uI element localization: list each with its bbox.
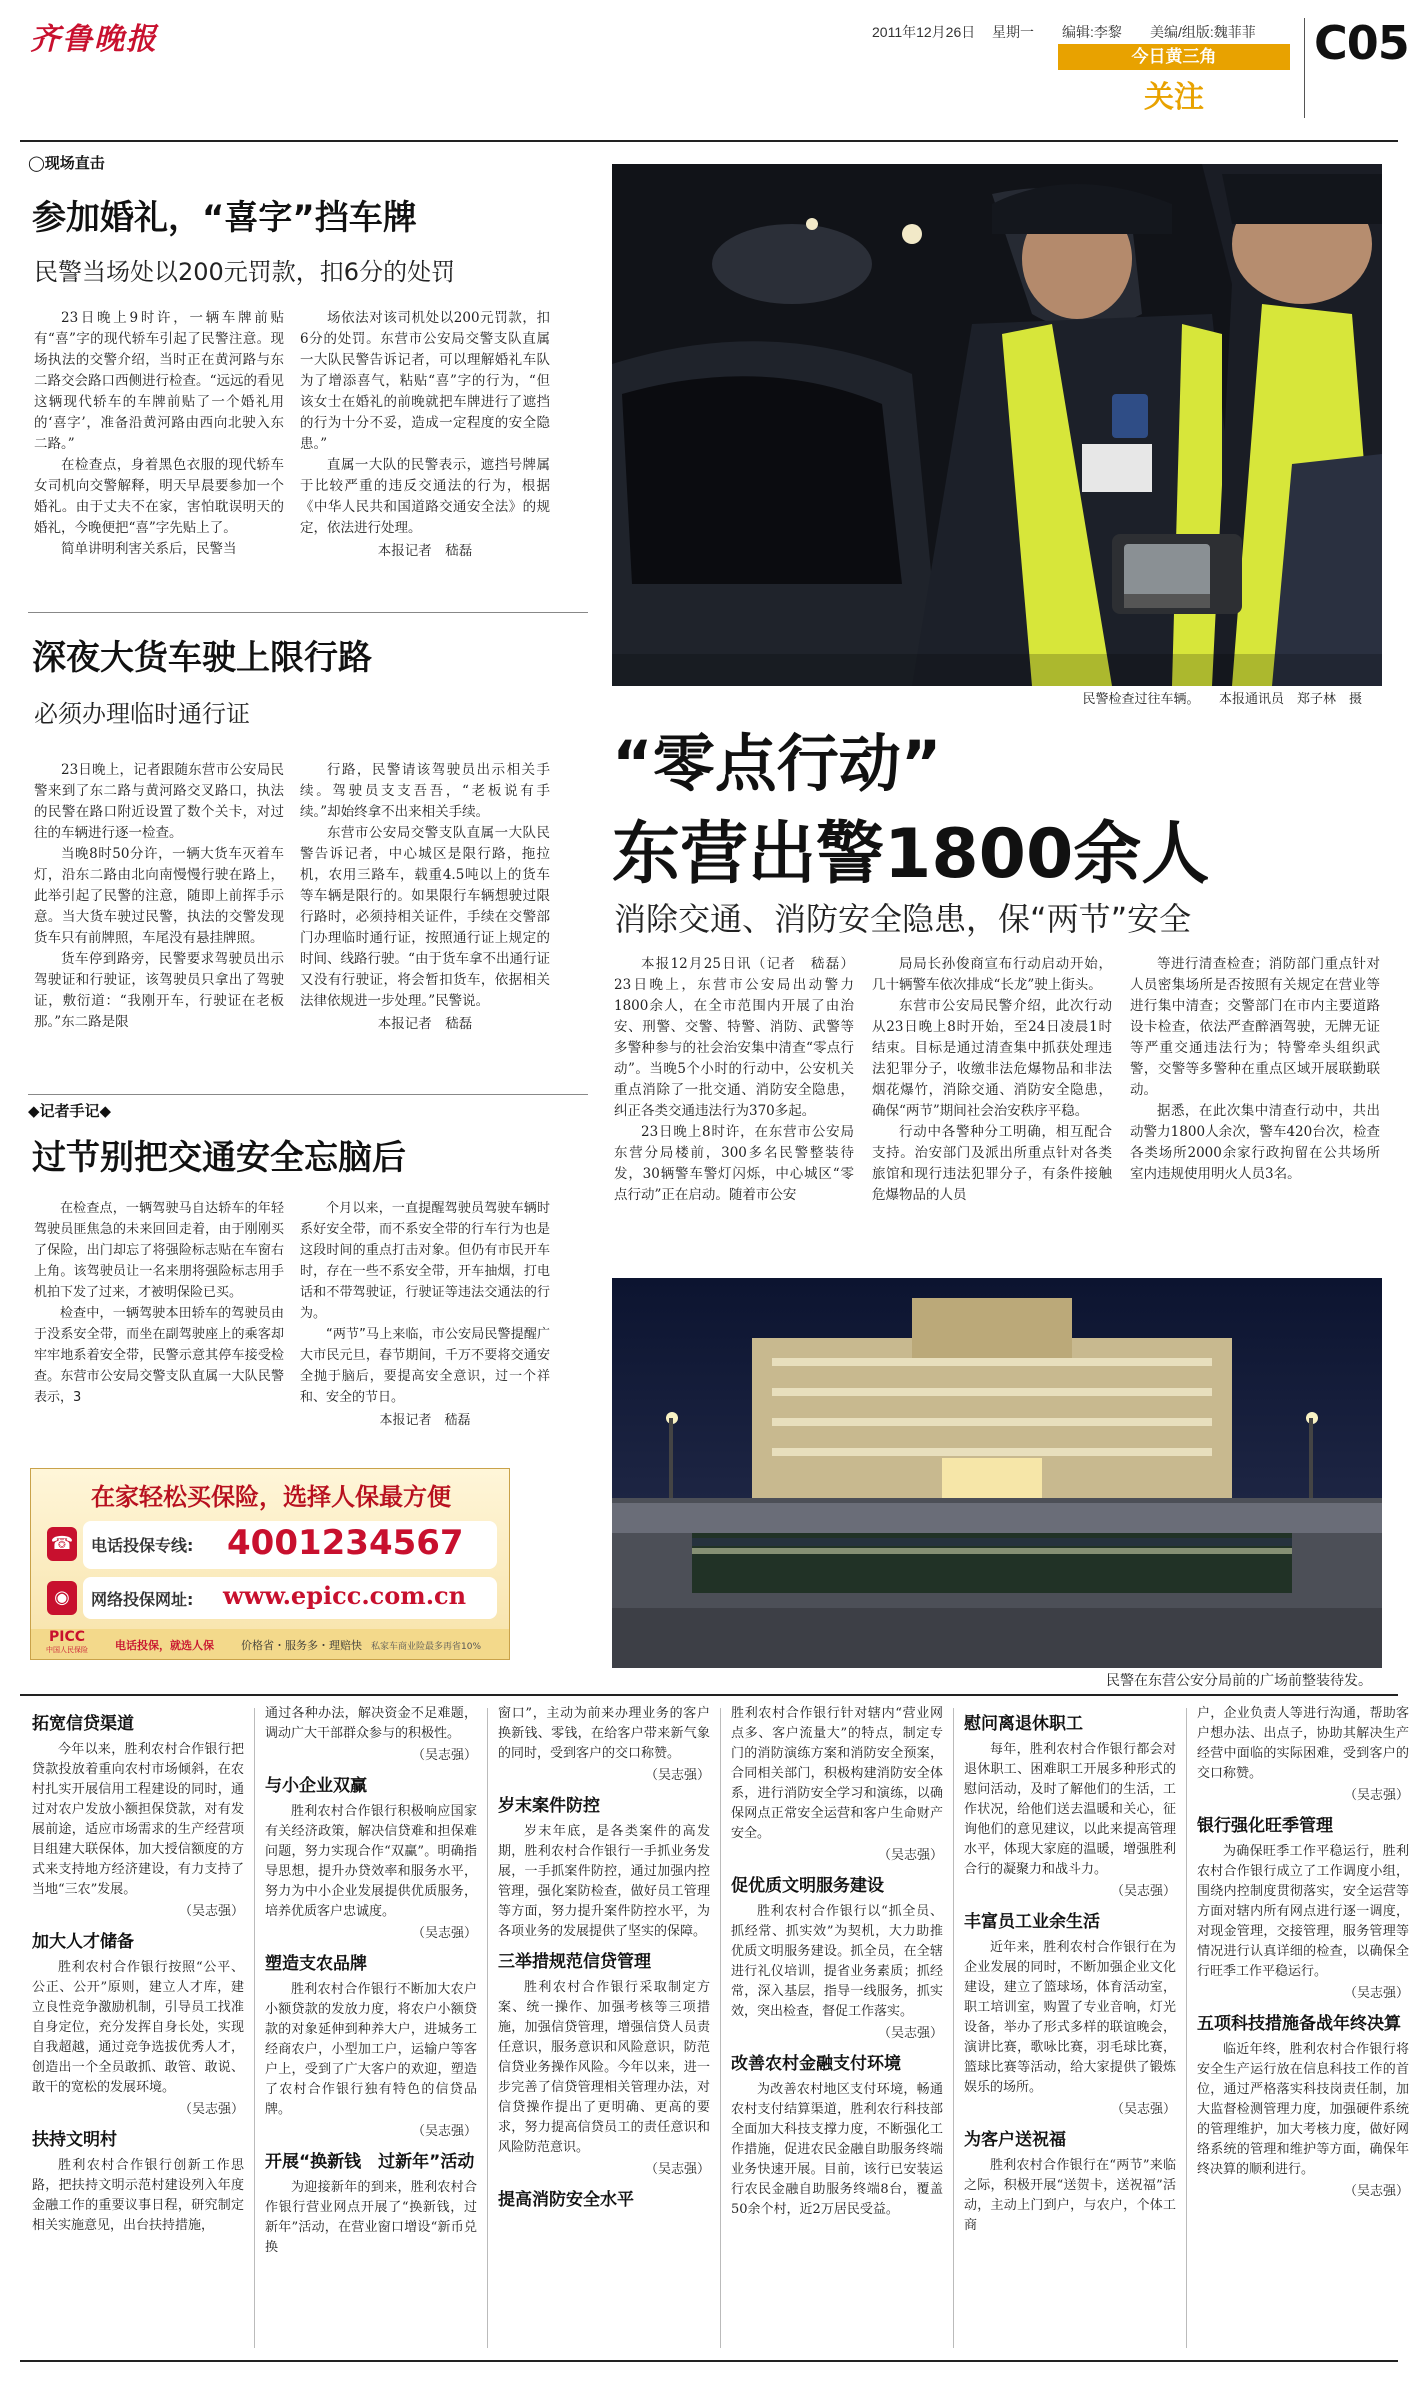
paragraph: 近年来，胜利农村合作银行在为企业发展的同时，不断加强企业文化建设，建立了篮球场，体育活动室，职工培训室，购置了专业音响，灯光设备，举办了形式多样的联谊晚会，演讲比赛，歌咏比赛，羽毛球比赛，篮球比赛等活动，给大家提供了锻炼娱乐的场所。 xyxy=(964,1940,1176,2095)
bottom-band xyxy=(20,1700,1409,2350)
story2-col1 xyxy=(34,760,284,1088)
story3-kicker: ◆记者手记◆ xyxy=(28,1102,112,1120)
story1-subtitle: 民警当场处以200元罚款，扣6分的处罚 xyxy=(34,258,456,286)
masthead-divider xyxy=(1304,18,1305,118)
story3-col1 xyxy=(34,1198,284,1448)
paragraph: 胜利农村合作银行按照“公平、公正、公开”原则，建立人才库，建立良性竞争激励机制，引导员工找准自身定位，充分发挥自身长处，实现自我超越，通过竞争选拔优秀人才，创造出一个全员敢抓、敢管、敢说、敢干的宽松的发展环境。 xyxy=(32,1960,244,2095)
brief-title: 为客户送祝福 xyxy=(964,2130,1066,2150)
masthead-editor: 编辑:李黎 xyxy=(1062,24,1122,40)
lead-photo2-caption: 民警在东营公安分局前的广场前整装待发。 xyxy=(1106,1673,1372,1689)
paragraph: 岁末年底，是各类案件的高发期，胜利农村合作银行一手抓业务发展，一手抓案件防控，通过加强内控管理，强化案防检查，做好员工管理等方面，努力提升案件防控水平，为各项业务的发展提供了坚实的保障。 xyxy=(498,1824,710,1939)
story1-title: 参加婚礼，“喜字”挡车牌 xyxy=(32,198,417,238)
paragraph: 胜利农村合作银行创新工作思路，把扶持文明示范村建设列入年度金融工作的重要议事日程，研究制定相关实施意见，出台扶持措施， xyxy=(32,2158,244,2233)
paragraph: 行路，民警请该驾驶员出示相关手续。驾驶员支支吾吾，“老板说有手续。”却始终拿不出来相关手续。 xyxy=(300,762,550,820)
byline: （吴志强） xyxy=(178,2102,244,2117)
paragraph: 为改善农村地区支付环境，畅通农村支付结算渠道，胜利农行科技部全面加大科技支撑力度，不断强化工作措施，促进农民金融自助服务终端业务快速开展。目前，该行已安装运行农民金融自助服务终端8台，覆盖50余个村，近2万居民受益。 xyxy=(731,2082,943,2217)
lead-photo1-caption: 民警检查过往车辆。 本报通讯员 郑子林 摄 xyxy=(1082,692,1362,707)
section-tag: 今日黄三角 xyxy=(1058,44,1290,70)
divider xyxy=(28,612,588,613)
photo-illustration xyxy=(612,164,1382,686)
byline: （吴志强） xyxy=(1343,1986,1409,2001)
paragraph: 23日晚上，记者跟随东营市公安局民警来到了东二路与黄河路交叉路口，执法的民警在路口附近设置了数个关卡，对过往的车辆进行逐一检查。 xyxy=(34,762,284,841)
brief-title: 慰问离退休职工 xyxy=(964,1714,1083,1734)
paper-name-logo: 齐鲁晚报 xyxy=(30,22,158,57)
paragraph: 胜利农村合作银行以“抓全员、抓经常、抓实效”为契机，大力助推优质文明服务建设。抓全员，在全辖进行礼仪培训，提省业务素质；抓经常，深入基层，指导一线服务，抓实效，突出检查，督促工作落实。 xyxy=(731,1904,943,2019)
paragraph: “两节”马上来临，市公安局民警提醒广大市民元旦，春节期间，千万不要将交通安全抛于脑后，要提高安全意识，过一个祥和、安全的节日。 xyxy=(300,1327,550,1405)
paragraph: 货车停到路旁，民警要求驾驶员出示驾驶证和行驶证，该驾驶员只拿出了驾驶证，敷衍道：“我刚开车，行驶证在老板那。”东二路是限 xyxy=(34,951,284,1030)
globe-icon: ◉ xyxy=(47,1581,77,1615)
paragraph: 个月以来，一直提醒驾驶员驾驶车辆时系好安全带，而不系安全带的行车行为也是这段时间的重点打击对象。但仍有市民开车时，存在一些不系安全带，开车抽烟，打电话和不带驾驶证，行驶证等违法交通法的行为。 xyxy=(300,1201,550,1321)
paragraph: 本报12月25日讯（记者 嵇磊）23日晚上，东营市公安局出动警力1800余人，在全市范围内开展了由治安、刑警、交警、特警、消防、武警等多警种参与的社会治安集中清查“零点行动”。当晚5个小时的行动中，公安机关重点消除了一批交通、消防安全隐患，纠正各类交通违法行为370多起。 xyxy=(614,956,854,1119)
lead-col2 xyxy=(872,954,1112,1254)
paragraph: 今年以来，胜利农村合作银行把贷款投放着重向农村市场倾斜，在农村扎实开展信用工程建设的同时，通过对农户发放小额担保贷款，对有发展前途，适应市场需求的生产经营项目组建大联保体，加大授信额度的方式来支持地方经济建设，有力支持了当地“三农”发展。 xyxy=(32,1742,244,1897)
brief-title: 加大人才储备 xyxy=(32,1932,134,1952)
paragraph: 胜利农村合作银行不断加大农户小额贷款的发放力度，将农户小额贷款的对象延伸到种养大户，进城务工经商农户，小型加工户，运输户等客户上，受到了广大客户的欢迎，塑造了农村合作银行独有特色的信贷品牌。 xyxy=(265,1982,477,2117)
paragraph: 直属一大队的民警表示，遮挡号牌属于比较严重的违反交通法的行为，根据《中华人民共和国道路交通安全法》的规定，依法进行处理。 xyxy=(300,457,550,536)
column-divider xyxy=(1186,1708,1187,2348)
paragraph: 户，企业负责人等进行沟通，帮助客户想办法、出点子，协助其解决生产经营中面临的实际困难，受到客户的交口称赞。 xyxy=(1197,1706,1409,1781)
story2-subtitle: 必须办理临时通行证 xyxy=(34,700,250,728)
page-bottom-rule xyxy=(20,2360,1398,2362)
column-tag: 关注 xyxy=(1144,80,1204,115)
lead-col1 xyxy=(614,954,854,1254)
story1-kicker: ◯现场直击 xyxy=(28,154,105,172)
picc-logo-sub: 中国人民保险 xyxy=(46,1646,88,1654)
ad-tagline: 电话投保，就选人保 xyxy=(115,1639,214,1652)
paragraph: 为迎接新年的到来，胜利农村合作银行营业网点开展了“换新钱，过新年”活动，在营业窗口增设“新币兑换 xyxy=(265,2180,477,2255)
lead-col3 xyxy=(1130,954,1380,1254)
ad-web[interactable]: www.epicc.com.cn xyxy=(223,1581,467,1610)
byline: 本报记者 嵇磊 xyxy=(379,1413,471,1428)
brief-title: 三举措规范信贷管理 xyxy=(498,1952,651,1972)
ad-web-label: 网络投保网址: xyxy=(91,1590,194,1609)
ad-phone[interactable]: 4001234567 xyxy=(227,1523,464,1563)
picc-logo-text: PICC xyxy=(48,1629,86,1645)
brief-title: 与小企业双赢 xyxy=(265,1776,367,1796)
story3-col2 xyxy=(300,1198,550,1448)
byline: （吴志强） xyxy=(411,2124,477,2139)
ad-fineprint: 私家车商业险最多再省10% xyxy=(371,1642,482,1652)
brief-title: 塑造支农品牌 xyxy=(265,1954,367,1974)
bottom-col6 xyxy=(1197,1704,1409,2349)
lead-photo-police-assembly xyxy=(612,1278,1382,1668)
paragraph: 每年，胜利农村合作银行都会对退休职工、困难职工开展多种形式的慰问活动，及时了解他们的生活，工作状况，给他们送去温暖和关心，征询他们的意见建议，以此来提高管理水平，体现大家庭的温暖，增强胜利合行的凝聚力和战斗力。 xyxy=(964,1742,1176,1877)
story1-col2 xyxy=(300,308,550,603)
paragraph: 当晚8时50分许，一辆大货车灭着车灯，沿东二路由北向南慢慢行驶在路上，此举引起了民警的注意，随即上前挥手示意。当大货车驶过民警，执法的交警发现货车只有前牌照，车尾没有悬挂牌照。 xyxy=(34,846,284,946)
paragraph: 局局长孙俊商宣布行动启动开始，几十辆警车依次排成“长龙”驶上街头。 xyxy=(872,956,1112,993)
brief-title: 提高消防安全水平 xyxy=(498,2190,634,2210)
byline: （吴志强） xyxy=(411,1926,477,1941)
story3-title: 过节别把交通安全忘脑后 xyxy=(32,1138,406,1178)
byline: （吴志强） xyxy=(644,1768,710,1783)
paragraph: 等进行清查检查；消防部门重点针对人员密集场所是否按照有关规定在营业等进行集中清查；交警部门在市内主要道路设卡检查，依法严查醉酒驾驶，无牌无证等严重交通违法行为；特警牵头组织武警，交警等多警种在重点区域开展联勤联动。 xyxy=(1130,956,1380,1098)
lead-title-line1: “零点行动” xyxy=(612,727,942,800)
byline: 本报记者 嵇磊 xyxy=(377,1016,473,1032)
paragraph: 检查中，一辆驾驶本田轿车的驾驶员由于没系安全带，而坐在副驾驶座上的乘客却牢牢地系着安全带，民警示意其停车接受检查。东营市公安局交警支队直属一大队民警表示，3 xyxy=(34,1306,284,1405)
divider xyxy=(28,1094,588,1095)
byline: （吴志强） xyxy=(877,2026,943,2041)
story2-col2 xyxy=(300,760,550,1088)
paragraph: 临近年终，胜利农村合作银行将安全生产运行放在信息科技工作的首位，通过严格落实科技岗责任制，加大监督检测管理力度，加强硬件系统的管理维护，加大考核力度，做好网络系统的管理和维护等方面，确保年终决算的顺利进行。 xyxy=(1197,2042,1409,2177)
brief-title: 银行强化旺季管理 xyxy=(1197,1816,1333,1836)
bottom-col3 xyxy=(498,1704,710,2349)
picc-logo xyxy=(39,1629,95,1659)
bottom-col4 xyxy=(731,1704,943,2349)
paragraph: 通过各种办法，解决资金不足难题，调动广大干部群众参与的积极性。 xyxy=(265,1706,477,1741)
brief-title: 扶持文明村 xyxy=(32,2130,117,2150)
insurance-ad[interactable] xyxy=(30,1468,510,1660)
page-number: C05 xyxy=(1314,16,1409,70)
lead-title-line2: 东营出警1800余人 xyxy=(612,815,1210,894)
column-divider xyxy=(720,1708,721,2348)
paragraph: 东营市公安局交警支队直属一大队民警告诉记者，中心城区是限行路，拖拉机，农用三路车，载重4.5吨以上的货车等车辆是限行的。如果限行车辆想驶过限行路时，必须持相关证件，手续在交警部门办理临时通行证，按照通行证上规定的时间、线路行驶。“由于货车拿不出通行证又没有行驶证，将会暂扣货车，依据相关法律依规进一步处理。”民警说。 xyxy=(300,825,550,1009)
byline: （吴志强） xyxy=(1110,1884,1176,1899)
bottom-band-rule xyxy=(20,1694,1398,1696)
photo-illustration xyxy=(612,1278,1382,1668)
ad-tagline2: 价格省・服务多・理赔快 xyxy=(241,1639,362,1652)
byline: （吴志强） xyxy=(877,1848,943,1863)
phone-icon: ☎ xyxy=(47,1527,77,1561)
paragraph: 简单讲明利害关系后，民警当 xyxy=(61,541,237,557)
paragraph: 胜利农村合作银行采取制定方案、统一操作、加强考核等三项措施，加强信贷管理，增强信贷人员责任意识，服务意识和风险意识，防范信贷业务操作风险。今年以来，进一步完善了信贷管理相关管理办法，对信贷操作提出了更明确、更高的要求，努力提高信贷员工的责任意识和风险防范意识。 xyxy=(498,1980,710,2155)
ad-phone-label: 电话投保专线: xyxy=(91,1536,194,1555)
paragraph: 窗口”，主动为前来办理业务的客户换新钱、零钱，在给客户带来新气象的同时，受到客户的交口称赞。 xyxy=(498,1706,710,1761)
paragraph: 东营市公安局民警介绍，此次行动从23日晚上8时开始，至24日凌晨1时结束。目标是通过清查集中抓获处理违法犯罪分子，收缴非法危爆物品和非法烟花爆竹，消除交通、消防安全隐患，确保“两节”期间社会治安秩序平稳。 xyxy=(872,998,1112,1119)
lead-subtitle: 消除交通、消防安全隐患，保“两节”安全 xyxy=(614,900,1192,938)
brief-title: 拓宽信贷渠道 xyxy=(32,1714,134,1734)
ad-headline: 在家轻松买保险，选择人保最方便 xyxy=(91,1483,451,1511)
byline: （吴志强） xyxy=(644,2162,710,2177)
masthead-weekday: 星期一 xyxy=(992,24,1034,40)
byline: （吴志强） xyxy=(178,1904,244,1919)
column-divider xyxy=(254,1708,255,2348)
bottom-col2 xyxy=(265,1704,477,2349)
masthead-date: 2011年12月26日 xyxy=(872,24,976,40)
column-divider xyxy=(953,1708,954,2348)
paragraph: 据悉，在此次集中清查行动中，共出动警力1800人余次，警车420台次，检查各类场所2000余家行政拘留在公共场所室内违规使用明火人员3名。 xyxy=(1130,1103,1380,1182)
brief-title: 开展“换新钱 过新年”活动 xyxy=(265,2152,475,2172)
paragraph: 23日晚上9时许，一辆车牌前贴有“喜”字的现代轿车引起了民警注意。现场执法的交警介绍，当时正在黄河路与东二路交会路口西侧进行检查。“远远的看见这辆现代轿车的车牌前贴了一个婚礼用的‘喜字’，准备沿黄河路由西向北驶入东二路。” xyxy=(34,310,284,452)
brief-title: 五项科技措施备战年终决算 xyxy=(1197,2014,1401,2034)
masthead-rule xyxy=(20,140,1398,142)
masthead-designer: 美编/组版:魏菲菲 xyxy=(1150,24,1256,40)
paragraph: 场依法对该司机处以200元罚款，扣6分的处罚。东营市公安局交警支队直属一大队民警告诉记者，可以理解婚礼车队为了增添喜气，粘贴“喜”字的行为，“但该女士在婚礼的前晚就把车牌进行了遮挡的行为十分不妥，造成一定程度的安全隐患。” xyxy=(300,310,550,452)
brief-title: 改善农村金融支付环境 xyxy=(731,2054,901,2074)
paragraph: 23日晚上8时许，在东营市公安局东营分局楼前，300多名民警整装待发，30辆警车警灯闪烁，中心城区“零点行动”正在启动。随着市公安 xyxy=(614,1124,854,1203)
bottom-col5 xyxy=(964,1704,1176,2349)
paragraph: 行动中各警种分工明确，相互配合支持。治安部门及派出所重点针对各类旅馆和现行违法犯罪分子，有条件接触危爆物品的人员 xyxy=(872,1124,1112,1203)
story1-col1 xyxy=(34,308,284,603)
byline: （吴志强） xyxy=(1343,1788,1409,1803)
brief-title: 促优质文明服务建设 xyxy=(731,1876,884,1896)
story2-title: 深夜大货车驶上限行路 xyxy=(32,638,372,678)
paragraph: 为确保旺季工作平稳运行，胜利农村合作银行成立了工作调度小组，围绕内控制度贯彻落实，安全运营等方面对辖内所有网点进行逐一调度，对现金管理，交接管理，服务管理等情况进行认真详细的检查，以确保全行旺季工作平稳运行。 xyxy=(1197,1844,1409,1979)
byline: （吴志强） xyxy=(1110,2102,1176,2117)
byline: 本报记者 嵇磊 xyxy=(377,543,473,559)
column-divider xyxy=(487,1708,488,2348)
paragraph: 在检查点，身着黑色衣服的现代轿车女司机向交警解释，明天早晨要参加一个婚礼。由于丈夫不在家，害怕耽误明天的婚礼，今晚便把“喜”字先贴上了。 xyxy=(34,457,284,536)
brief-title: 丰富员工业余生活 xyxy=(964,1912,1100,1932)
masthead xyxy=(0,0,1417,140)
paragraph: 胜利农村合作银行积极响应国家有关经济政策，解决信贷难和担保难问题，努力实现合作“双赢”。明确指导思想，提升办贷效率和服务水平，努力为中小企业发展提供优质服务，培养优质客户忠诚度。 xyxy=(265,1804,477,1919)
paragraph: 在检查点，一辆驾驶马自达轿车的年轻驾驶员匪焦急的未来回回走着，由于刚刚买了保险，出门却忘了将强险标志贴在车窗右上角。该驾驶员让一名来朋将强险标志用手机拍下发了过来，才被明保险已买。 xyxy=(34,1201,284,1300)
paragraph: 胜利农村合作银行在“两节”来临之际，积极开展“送贺卡，送祝福”活动，主动上门到户，与农户，个体工商 xyxy=(964,2158,1176,2233)
brief-title: 岁末案件防控 xyxy=(498,1796,600,1816)
byline: （吴志强） xyxy=(411,1748,477,1763)
bottom-col1 xyxy=(32,1704,244,2349)
paragraph: 胜利农村合作银行针对辖内“营业网点多、客户流量大”的特点，制定专门的消防演练方案和消防安全预案，合同相关部门，积极构建消防安全体系，进行消防安全学习和演练，以确保网点正常安全运营和客户生命财产安全。 xyxy=(731,1706,943,1841)
lead-photo-police-checking-vehicle xyxy=(612,164,1382,686)
byline: （吴志强） xyxy=(1343,2184,1409,2199)
